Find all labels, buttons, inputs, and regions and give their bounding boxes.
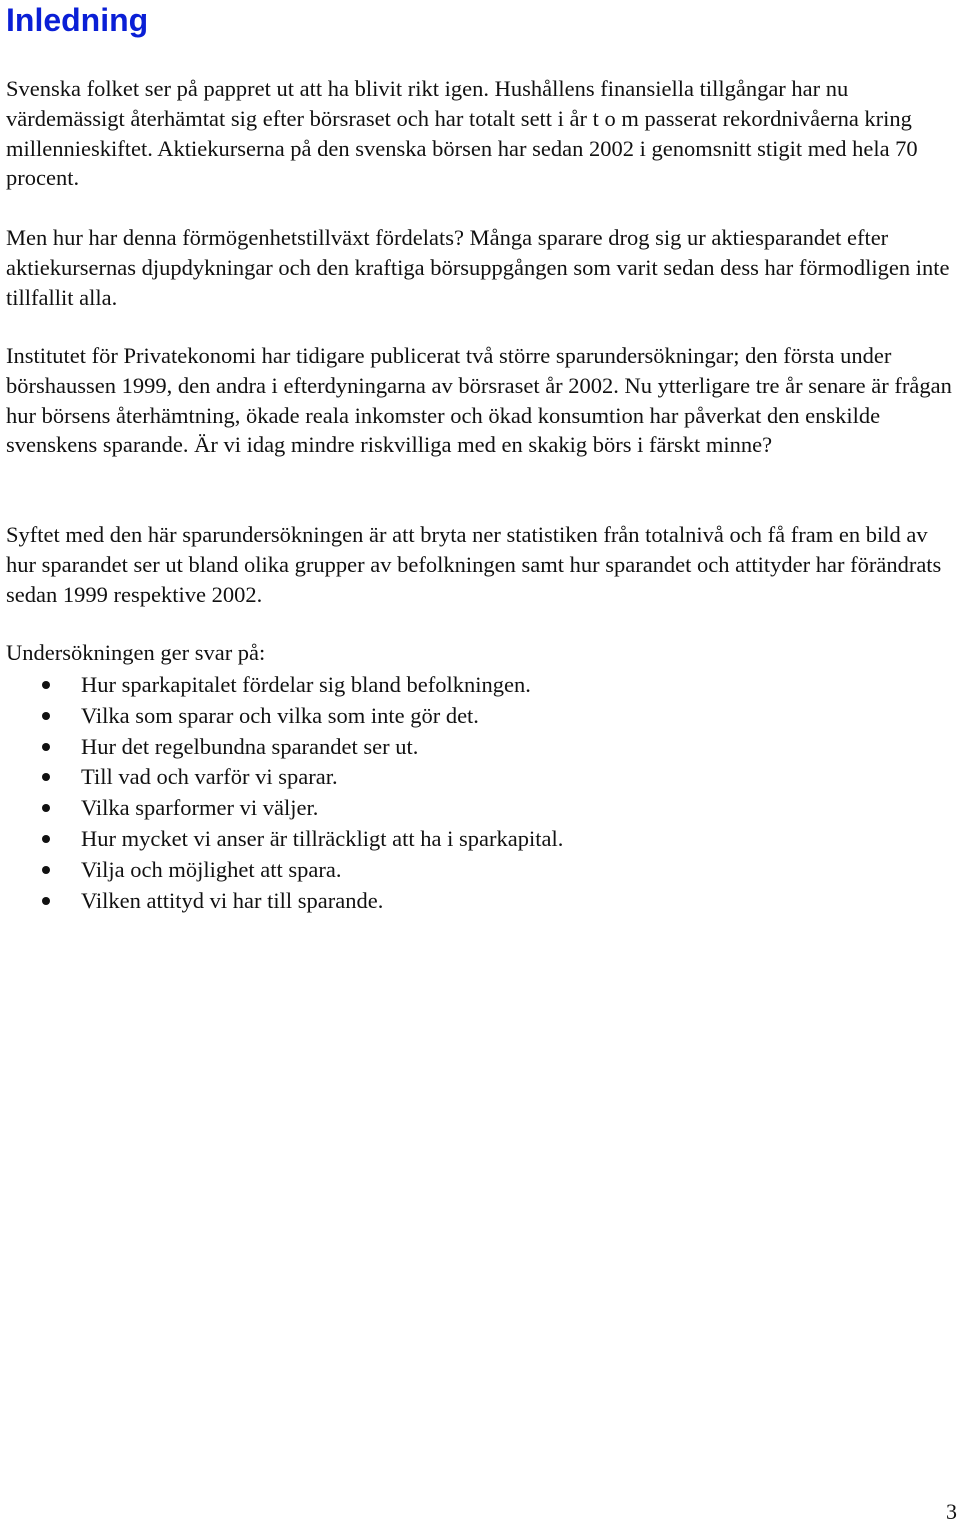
bullet-list	[0, 670, 940, 916]
list-item-text: Hur mycket vi anser är tillräckligt att ha i sparkapital.	[81, 825, 564, 851]
list-item-text: Hur sparkapitalet fördelar sig bland befolkningen.	[81, 672, 531, 697]
paragraph-institute: Institutet för Privatekonomi har tidigare publicerat två större sparundersökningar; den första under börshaussen 1999, den andra i efterdyningarna av börsraset år 2002. Nu ytterligare tre år senare är frågan hur börsens återhämtning, ökade reala inkomster och ökad konsumtion har påverkat den enskilde svenskens sparande. Är vi idag mindre riskvilliga med en skakig börs i färskt minne?	[6, 343, 952, 458]
list-item	[0, 855, 940, 886]
list-item	[0, 824, 940, 855]
list-item-text: Vilja och möjlighet att spara.	[81, 856, 342, 882]
paragraph-question: Men hur har denna förmögenhetstillväxt fördelats? Många sparare drog sig ur aktiesparandet efter aktiekursernas djupdykningar och den kraftiga börsuppgången som varit sedan dess har förmodligen inte tillfallit alla.	[6, 225, 950, 310]
paragraph-list-intro: Undersökningen ger svar på:	[6, 640, 266, 665]
list-item	[0, 793, 940, 824]
paragraph-intro: Svenska folket ser på pappret ut att ha blivit rikt igen. Hushållens finansiella tillgångar har nu värdemässigt återhämtat sig efter börsraset och har totalt sett i år t o m passerat rekordnivåerna kring millennieskiftet. Aktiekurserna på den svenska börsen har sedan 2002 i genomsnitt stigit med hela 70 procent.	[6, 76, 918, 191]
list-item-text: Hur det regelbundna sparandet ser ut.	[81, 733, 419, 759]
list-item-text: Vilka sparformer vi väljer.	[81, 795, 319, 821]
list-item	[0, 762, 940, 793]
list-item-text: Till vad och varför vi sparar.	[81, 764, 338, 790]
bullet-icon	[42, 897, 50, 905]
paragraph-purpose: Syftet med den här sparundersökningen är att bryta ner statistiken från totalnivå och få fram en bild av hur sparandet ser ut bland olika grupper av befolkningen samt hur sparandet och attityder har förändrats sedan 1999 respektive 2002.	[6, 522, 942, 607]
list-item	[0, 886, 940, 917]
bullet-icon	[42, 681, 50, 689]
list-item	[0, 670, 940, 701]
page-number: 3	[946, 1499, 957, 1524]
bullet-icon	[42, 743, 50, 751]
list-item-text: Vilken attityd vi har till sparande.	[81, 887, 384, 913]
list-item	[0, 732, 940, 763]
section-heading: Inledning	[6, 2, 149, 38]
bullet-icon	[42, 773, 50, 781]
bullet-icon	[42, 712, 50, 720]
list-item-text: Vilka som sparar och vilka som inte gör det.	[81, 702, 479, 728]
bullet-icon	[42, 804, 50, 812]
bullet-icon	[42, 835, 50, 843]
bullet-icon	[42, 866, 50, 874]
list-item	[0, 701, 940, 732]
